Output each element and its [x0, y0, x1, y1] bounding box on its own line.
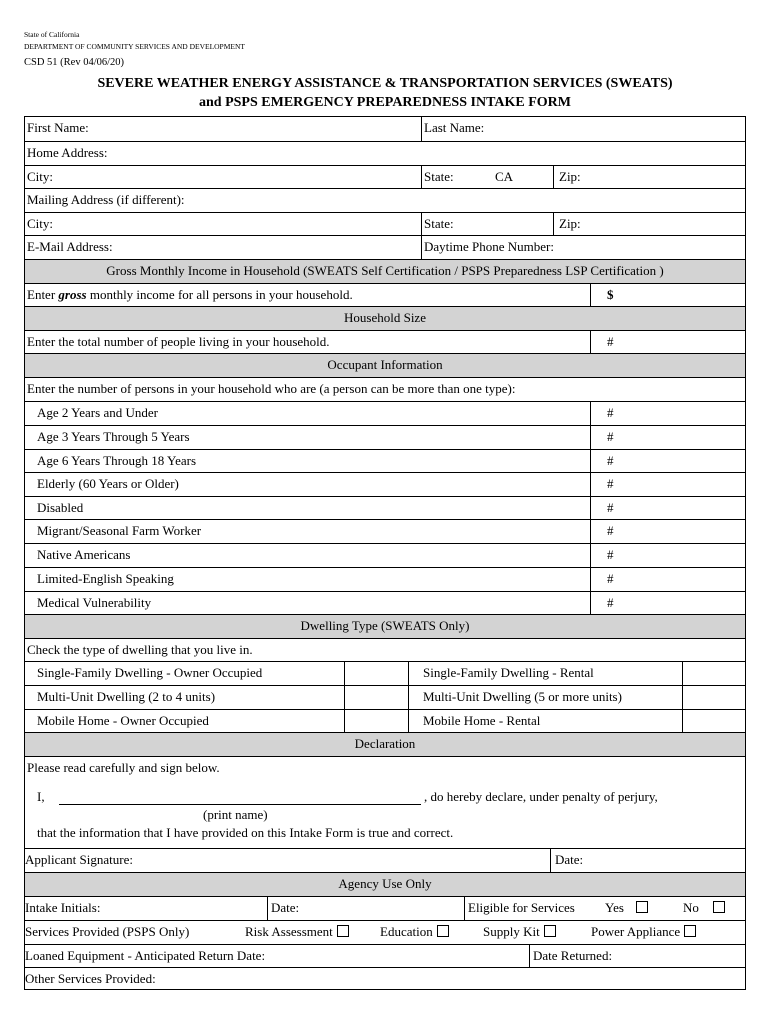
dwelling-section-title: Dwelling Type (SWEATS Only) — [300, 618, 470, 633]
risk-assessment-option[interactable]: Risk Assessment — [245, 921, 349, 944]
dwelling-prompt-row — [25, 638, 745, 661]
intake-form — [24, 116, 746, 990]
declaration-text: , do hereby declare, under penalty of perjury, — [424, 789, 658, 804]
occupant-row — [25, 496, 745, 519]
eligible-label: Eligible for Services — [468, 900, 575, 915]
supply-kit-option[interactable]: Supply Kit — [483, 921, 556, 944]
occupant-count-field[interactable]: # — [607, 571, 614, 586]
applicant-signature-field[interactable]: Applicant Signature: — [25, 852, 133, 867]
mailing-zip-field[interactable]: Zip: — [559, 216, 581, 231]
mailing-city-row — [25, 212, 745, 235]
occupant-row — [25, 543, 745, 567]
other-services-field[interactable]: Other Services Provided: — [25, 971, 156, 986]
dwelling-checkbox[interactable] — [408, 686, 409, 709]
form-title-line2: and PSPS EMERGENCY PREPAREDNESS INTAKE FORM — [199, 95, 571, 110]
dwelling-option-label: Mobile Home - Rental — [423, 713, 541, 728]
declaration-section-title: Declaration — [354, 736, 416, 751]
declaration-prompt: Please read carefully and sign below. — [27, 760, 220, 775]
mailing-city-field[interactable]: City: — [27, 216, 54, 231]
education-option[interactable]: Education — [380, 921, 449, 944]
income-row — [25, 283, 745, 306]
dwelling-option-label: Single-Family Dwelling - Rental — [423, 665, 594, 680]
dwelling-option-label: Single-Family Dwelling - Owner Occupied — [37, 665, 263, 680]
declaration-section-header — [25, 732, 745, 756]
home-address-row — [25, 141, 745, 165]
checkbox-icon — [544, 925, 556, 937]
household-count-field[interactable]: # — [607, 334, 614, 349]
dwelling-option-label: Multi-Unit Dwelling (5 or more units) — [423, 689, 622, 704]
income-prompt: Enter gross monthly income for all persons in your household. — [27, 287, 353, 302]
checkbox-icon — [437, 925, 449, 937]
form-number: CSD 51 (Rev 04/06/20) — [24, 57, 125, 68]
occupant-row — [25, 425, 745, 449]
state-field[interactable]: State: — [424, 169, 454, 184]
occupant-label: Disabled — [37, 500, 84, 515]
occupant-label: Limited-English Speaking — [37, 571, 174, 586]
checkbox-icon — [636, 901, 648, 913]
agency-section-header — [25, 872, 745, 896]
dwelling-row — [25, 661, 745, 685]
household-row — [25, 330, 745, 353]
occupant-section-header — [25, 353, 745, 377]
dwelling-row — [25, 685, 745, 709]
occupant-label: Medical Vulnerability — [37, 595, 152, 610]
occupant-count-field[interactable]: # — [607, 595, 614, 610]
income-section-header — [25, 259, 745, 283]
declaration-true-text: that the information that I have provided on this Intake Form is true and correct. — [37, 825, 454, 840]
intake-initials-field[interactable]: Intake Initials: — [25, 900, 101, 915]
name-row — [25, 117, 745, 141]
income-amount-field[interactable]: $ — [607, 287, 614, 302]
occupant-count-field[interactable]: # — [607, 453, 614, 468]
occupant-count-field[interactable]: # — [607, 500, 614, 515]
loaned-equipment-row — [25, 944, 745, 967]
date-returned-field[interactable]: Date Returned: — [533, 948, 613, 963]
occupant-row — [25, 401, 745, 425]
services-row — [25, 920, 745, 944]
other-services-row — [25, 967, 745, 989]
occupant-label: Age 3 Years Through 5 Years — [37, 429, 190, 444]
checkbox-icon — [713, 901, 725, 913]
occupant-section-title: Occupant Information — [327, 357, 443, 372]
home-address-field[interactable]: Home Address: — [27, 145, 108, 160]
occupant-count-field[interactable]: # — [607, 547, 614, 562]
agency-section-title: Agency Use Only — [338, 876, 432, 891]
dwelling-prompt: Check the type of dwelling that you live in. — [27, 642, 253, 657]
income-section-title: Gross Monthly Income in Household (SWEATS Self Certification / PSPS Preparedness LSP Certification ) — [106, 263, 664, 278]
occupant-prompt-row — [25, 377, 745, 401]
dwelling-checkbox[interactable] — [408, 662, 409, 685]
print-name-caption: (print name) — [203, 807, 268, 822]
power-appliance-option[interactable]: Power Appliance — [591, 921, 696, 944]
agency-intake-row — [25, 896, 745, 920]
dwelling-row — [25, 709, 745, 732]
occupant-label: Age 2 Years and Under — [37, 405, 158, 420]
signature-date-field[interactable]: Date: — [555, 852, 584, 867]
signature-row — [25, 848, 745, 872]
household-prompt: Enter the total number of people living in your household. — [27, 334, 330, 349]
dwelling-option-label: Mobile Home - Owner Occupied — [37, 713, 209, 728]
occupant-label: Elderly (60 Years or Older) — [37, 476, 179, 491]
last-name-field[interactable]: Last Name: — [424, 120, 485, 135]
mailing-address-field[interactable]: Mailing Address (if different): — [27, 192, 185, 207]
phone-field[interactable]: Daytime Phone Number: — [424, 239, 554, 254]
form-title-line1: SEVERE WEATHER ENERGY ASSISTANCE & TRANSPORTATION SERVICES (SWEATS) — [97, 76, 673, 91]
services-label: Services Provided (PSPS Only) — [25, 924, 190, 939]
occupant-row — [25, 519, 745, 543]
city-field[interactable]: City: — [27, 169, 54, 184]
occupant-label: Native Americans — [37, 547, 131, 562]
checkbox-icon — [684, 925, 696, 937]
state-value: CA — [495, 169, 514, 184]
state-label: State of California — [24, 30, 80, 39]
mailing-address-row — [25, 188, 745, 212]
occupant-row — [25, 449, 745, 472]
zip-field[interactable]: Zip: — [559, 169, 581, 184]
occupant-label: Migrant/Seasonal Farm Worker — [37, 523, 202, 538]
occupant-count-field[interactable]: # — [607, 405, 614, 420]
occupant-prompt: Enter the number of persons in your household who are (a person can be more than one type): — [27, 381, 516, 396]
declaration-prompt-row — [25, 756, 745, 780]
dwelling-checkbox[interactable] — [682, 710, 683, 732]
eligible-no-option[interactable]: No — [683, 897, 725, 920]
occupant-row — [25, 591, 745, 614]
loaned-equipment-field[interactable]: Loaned Equipment - Anticipated Return Date: — [25, 948, 266, 963]
occupant-count-field[interactable]: # — [607, 476, 614, 491]
checkbox-icon — [337, 925, 349, 937]
occupant-row — [25, 472, 745, 496]
occupant-count-field[interactable]: # — [607, 429, 614, 444]
declaration-i: I, — [37, 789, 45, 804]
first-name-field[interactable]: First Name: — [27, 120, 89, 135]
intake-date-field[interactable]: Date: — [271, 900, 300, 915]
eligible-yes-option[interactable]: Yes — [605, 897, 648, 920]
email-field[interactable]: E-Mail Address: — [27, 239, 113, 254]
dwelling-checkbox[interactable] — [408, 710, 409, 732]
household-section-title: Household Size — [344, 310, 426, 325]
dwelling-section-header — [25, 614, 745, 638]
city-row — [25, 165, 745, 188]
dwelling-option-label: Multi-Unit Dwelling (2 to 4 units) — [37, 689, 216, 704]
occupant-label: Age 6 Years Through 18 Years — [37, 453, 197, 468]
occupant-row — [25, 567, 745, 591]
dwelling-checkbox[interactable] — [682, 686, 683, 709]
contact-row — [25, 235, 745, 259]
occupant-count-field[interactable]: # — [607, 523, 614, 538]
department-label: DEPARTMENT OF COMMUNITY SERVICES AND DEVELOPMENT — [24, 42, 245, 51]
dwelling-checkbox[interactable] — [682, 662, 683, 685]
declaration-body — [25, 780, 745, 848]
household-section-header — [25, 306, 745, 330]
mailing-state-field[interactable]: State: — [424, 216, 454, 231]
